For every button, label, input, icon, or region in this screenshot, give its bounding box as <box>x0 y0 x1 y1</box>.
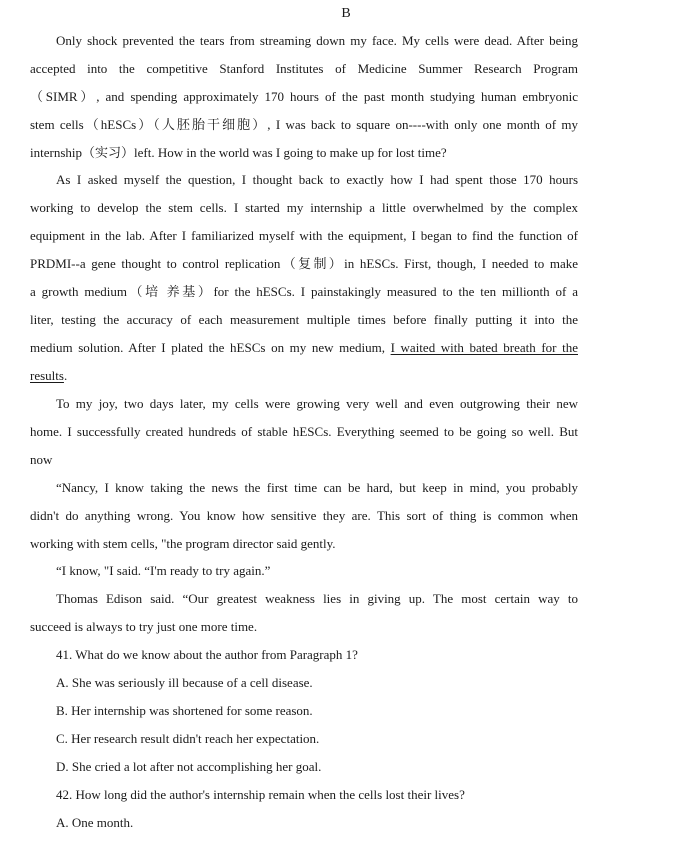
paragraph-4-line-3: working with stem cells, "the program director said gently. <box>30 536 336 551</box>
paragraph-1-line-3: （SIMR）, and spending approximately 170 hours of the past month studying human embryonic <box>30 89 578 104</box>
question-41-stem: 41. What do we know about the author from Paragraph 1? <box>56 647 358 662</box>
question-41-option-d: D. She cried a lot after not accomplishing her goal. <box>56 759 322 774</box>
paragraph-1-line-1: Only shock prevented the tears from streaming down my face. My cells were dead. After being <box>56 33 578 48</box>
paragraph-4-line-2: didn't do anything wrong. You know how sensitive they are. This sort of thing is common when <box>30 508 578 523</box>
paragraph-3-line-1: To my joy, two days later, my cells were growing very well and even outgrowing their new <box>56 396 578 411</box>
paragraph-2-line-4: PRDMI--a gene thought to control replication（复制）in hESCs. First, though, I needed to make <box>30 256 578 271</box>
question-42-option-a: A. One month. <box>56 815 134 830</box>
question-42-stem: 42. How long did the author's internship remain when the cells lost their lives? <box>56 787 465 802</box>
paragraph-2-line-2: working to develop the stem cells. I started my internship a little overwhelmed by the complex <box>30 200 578 215</box>
paragraph-3-line-2: home. I successfully created hundreds of stable hESCs. Everything seemed to be going so well. But <box>30 424 578 439</box>
paragraph-4-line-1: “Nancy, I know taking the news the first time can be hard, but keep in mind, you probably <box>56 480 578 495</box>
question-41-option-a: A. She was seriously ill because of a cell disease. <box>56 675 313 690</box>
paragraph-2-line-1: As I asked myself the question, I thought back to exactly how I had spent those 170 hours <box>56 172 578 187</box>
underlined-phrase: I waited with bated breath for the <box>390 340 578 355</box>
paragraph-2-line-6: liter, testing the accuracy of each measurement multiple times before finally putting it into the <box>30 312 578 327</box>
paragraph-2-line-8 <box>30 367 578 385</box>
paragraph-6-line-1: Thomas Edison said. “Our greatest weakness lies in giving up. The most certain way to <box>56 591 578 606</box>
paragraph-1-line-2: accepted into the competitive Stanford Institutes of Medicine Summer Research Program <box>30 61 578 76</box>
underlined-phrase-end: results <box>30 368 64 383</box>
question-41-option-c: C. Her research result didn't reach her expectation. <box>56 731 320 746</box>
paragraph-2-line-7-text: medium solution. After I plated the hESCs on my new medium, <box>30 340 391 355</box>
paragraph-1-line-4: stem cells（hESCs）（人胚胎干细胞）, I was back to square on----with only one month of my <box>30 117 578 132</box>
paragraph-2-line-8-tail: . <box>63 368 68 383</box>
question-41-option-b: B. Her internship was shortened for some reason. <box>56 703 313 718</box>
section-label: B <box>341 6 351 21</box>
paragraph-2-line-7 <box>30 339 578 357</box>
paragraph-5-line-1: “I know, "I said. “I'm ready to try again.” <box>56 563 271 578</box>
paragraph-2-line-5: a growth medium（培 养基）for the hESCs. I painstakingly measured to the ten millionth of a <box>30 284 578 299</box>
paragraph-1-line-5: internship（实习）left. How in the world was I going to make up for lost time? <box>30 145 447 160</box>
paragraph-3-line-3: now <box>30 452 53 467</box>
paragraph-6-line-2: succeed is always to try just one more time. <box>30 619 258 634</box>
paragraph-2-line-3: equipment in the lab. After I familiarized myself with the equipment, I began to find the function of <box>30 228 578 243</box>
